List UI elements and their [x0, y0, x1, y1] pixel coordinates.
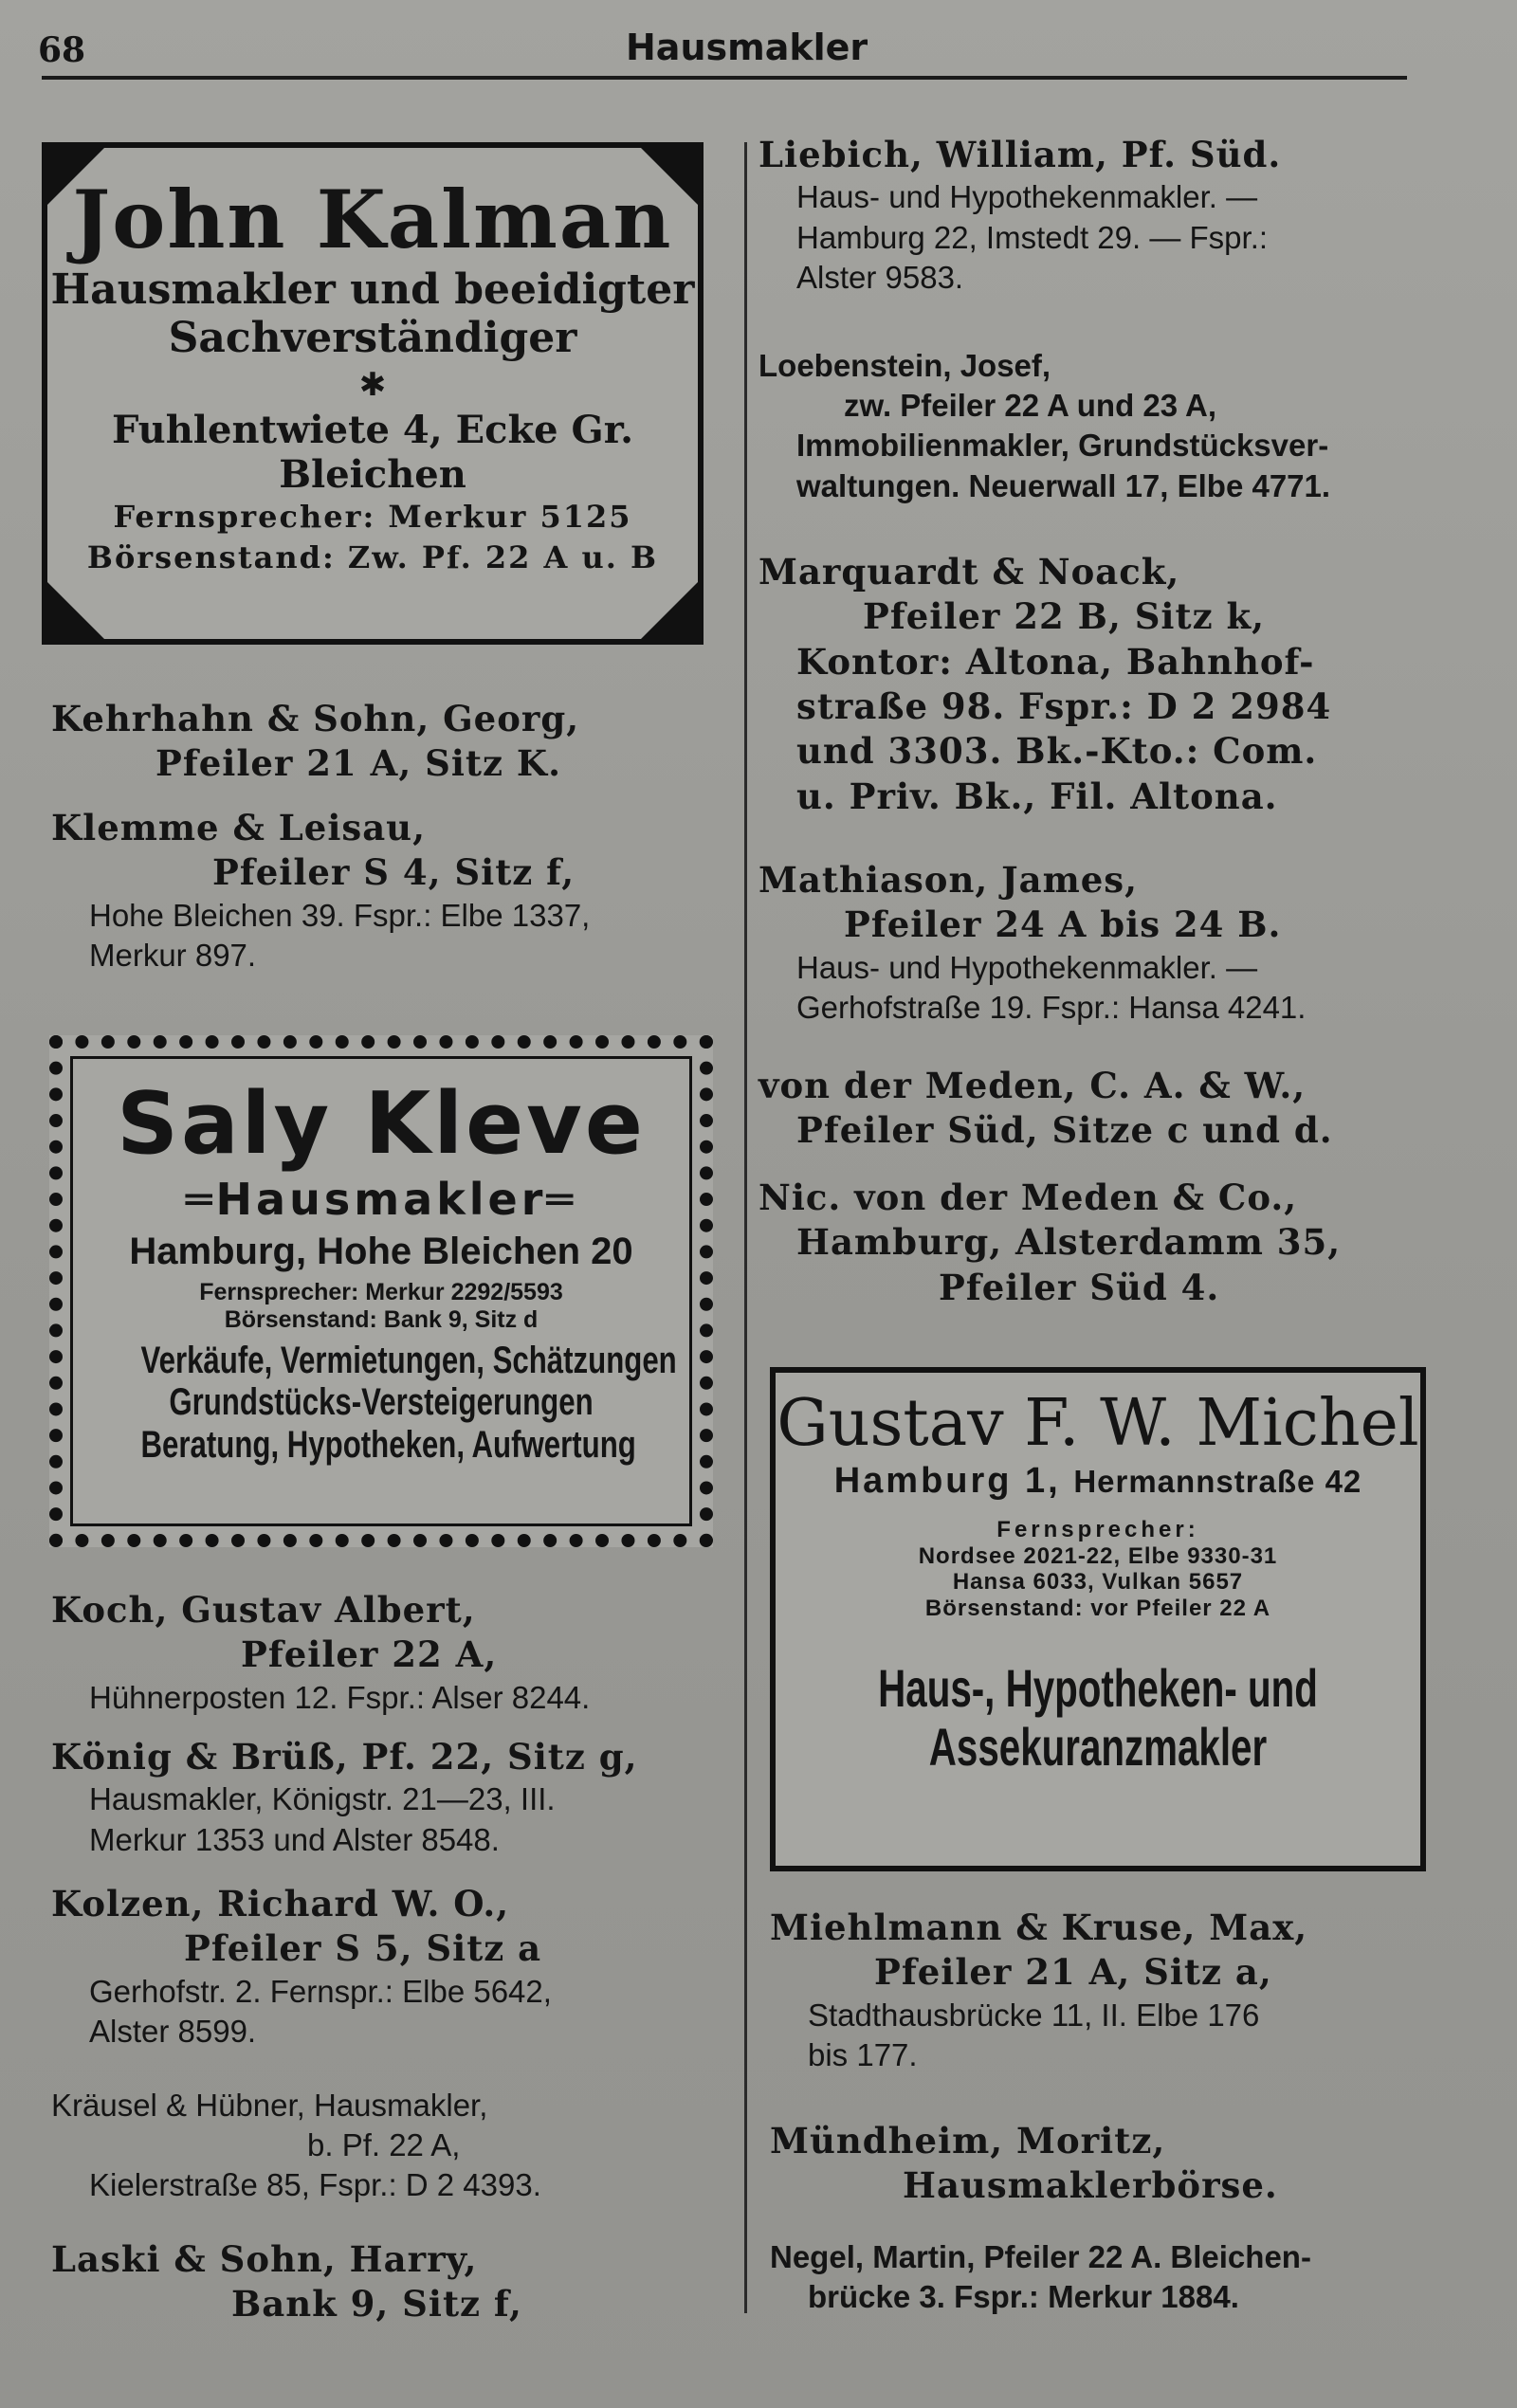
ad-address: Fuhlentwiete 4, Ecke Gr. Bleichen: [111, 408, 634, 498]
listing-entry: [770, 2237, 1311, 2317]
ad-gustav-michel: [770, 1367, 1426, 1871]
entry-location: b. Pf. 22 A,: [307, 2127, 461, 2163]
entry-name: Laski & Sohn, Harry,: [51, 2238, 478, 2280]
ad-subtitle: Hausmakler und beeidigter: [50, 265, 695, 314]
entry-detail: Hohe Bleichen 39. Fspr.: Elbe 1337,: [89, 897, 591, 933]
entry-name: Klemme & Leisau,: [51, 807, 426, 848]
corner-ornament: [47, 582, 104, 639]
ad-phone: Fernsprecher: Merkur 5125: [113, 499, 632, 536]
entry-detail: und 3303. Bk.-Kto.: Com.: [796, 730, 1318, 773]
ad-exchange: Börsenstand: Zw. Pf. 22 A u. B: [86, 539, 659, 576]
ad-services: Haus-, Hypotheken- und: [878, 1658, 1318, 1719]
entry-name: Kehrhahn & Sohn, Georg,: [51, 698, 580, 739]
entry-detail: u. Priv. Bk., Fil. Altona.: [796, 775, 1278, 817]
ad-city: Hamburg 1,: [833, 1461, 1061, 1501]
listing-entry: [758, 346, 1330, 506]
listing-entry: [758, 1176, 1341, 1310]
entry-name: Loebenstein, Josef,: [758, 348, 1051, 383]
entry-detail: Gerhofstraße 19. Fspr.: Hansa 4241.: [796, 989, 1307, 1025]
ad-exchange: Börsenstand: vor Pfeiler 22 A: [924, 1595, 1271, 1621]
entry-name: Marquardt & Noack,: [758, 551, 1180, 593]
entry-name: Mathiason, James,: [758, 859, 1139, 901]
entry-detail: bis 177.: [808, 2036, 918, 2072]
entry-detail: Kontor: Altona, Bahnhof-: [796, 640, 1315, 683]
ad-services: Verkäufe, Vermietungen, Schätzungen: [140, 1339, 677, 1381]
ad-inner-frame: [70, 1056, 692, 1526]
ad-address: Hamburg, Hohe Bleichen 20: [129, 1231, 633, 1272]
ad-john-kalman: [42, 142, 704, 645]
listing-entry: [51, 2086, 541, 2206]
listing-entry: [51, 1882, 552, 2052]
entry-name: von der Meden, C. A. & W.,: [758, 1065, 1307, 1106]
column-divider: [744, 142, 747, 2313]
corner-ornament: [47, 148, 104, 205]
corner-ornament: [641, 148, 698, 205]
ad-exchange: Börsenstand: Bank 9, Sitz d: [224, 1305, 539, 1333]
entry-location: Pfeiler 24 A bis 24 B.: [844, 903, 1282, 946]
entry-location: Pfeiler 22 A,: [241, 1633, 498, 1676]
entry-detail: Kielerstraße 85, Fspr.: D 2 4393.: [89, 2167, 541, 2203]
ad-street: Hermannstraße 42: [1073, 1464, 1362, 1499]
entry-detail: Hausmaklerbörse.: [903, 2164, 1278, 2207]
entry-detail: brücke 3. Fspr.: Merkur 1884.: [808, 2279, 1239, 2315]
star-ornament-icon: ✱: [358, 366, 387, 405]
entry-name: Mündheim, Moritz,: [770, 2120, 1166, 2162]
listing-entry: [51, 1588, 590, 1718]
entry-detail: waltungen. Neuerwall 17, Elbe 4771.: [796, 467, 1331, 503]
corner-ornament: [641, 582, 698, 639]
entry-location: Pfeiler 22 B, Sitz k,: [863, 595, 1265, 638]
listing-entry: [770, 2119, 1278, 2209]
entry-detail: Pfeiler Süd 4.: [939, 1266, 1220, 1308]
entry-name: Miehlmann & Kruse, Max,: [770, 1906, 1308, 1948]
listing-entry: [51, 2237, 522, 2327]
entry-detail: Alster 8599.: [89, 2013, 257, 2049]
entry-name: Negel, Martin, Pfeiler 22 A. Bleichen-: [770, 2239, 1311, 2274]
ad-services: Beratung, Hypotheken, Aufwertung: [140, 1424, 636, 1467]
entry-name: Kolzen, Richard W. O.,: [51, 1883, 510, 1925]
ad-subtitle: Sachverständiger: [168, 313, 577, 362]
entry-name: Liebich, William, Pf. Süd.: [758, 134, 1282, 175]
ad-name: John Kalman: [72, 173, 673, 266]
page-header: [38, 27, 1413, 70]
entry-name: Nic. von der Meden & Co.,: [758, 1177, 1298, 1218]
ad-name: Saly Kleve: [117, 1074, 646, 1174]
listing-entry: [758, 133, 1281, 298]
listing-entry: [758, 550, 1331, 819]
entry-detail: Haus- und Hypothekenmakler. —: [796, 949, 1258, 985]
listing-entry: [51, 697, 579, 787]
entry-detail: straße 98. Fspr.: D 2 2984: [796, 685, 1332, 728]
entry-detail: Immobilienmakler, Grundstücksver-: [796, 428, 1329, 464]
entry-name: König & Brüß, Pf. 22, Sitz g,: [51, 1736, 638, 1778]
listing-entry: [758, 858, 1306, 1028]
entry-detail: Stadthausbrücke 11, II. Elbe 176: [808, 1997, 1260, 2033]
listing-entry: [770, 1906, 1307, 2075]
entry-location: Pfeiler 21 A, Sitz a,: [874, 1951, 1272, 1994]
ad-phone: Fernsprecher: Merkur 2292/5593: [199, 1279, 563, 1305]
entry-detail: Haus- und Hypothekenmakler. —: [796, 179, 1258, 215]
ad-phone: Hansa 6033, Vulkan 5657: [952, 1569, 1244, 1596]
page-number: 68: [38, 30, 86, 70]
entry-location: Pfeiler S 4, Sitz f,: [212, 851, 576, 894]
ad-phone: Nordsee 2021-22, Elbe 9330-31: [918, 1542, 1278, 1569]
header-rule: [42, 76, 1407, 80]
entry-name: Koch, Gustav Albert,: [51, 1589, 476, 1631]
entry-location: zw. Pfeiler 22 A und 23 A,: [844, 388, 1217, 424]
ad-name: Gustav F. W. Michel: [777, 1386, 1419, 1461]
ad-address: [776, 1461, 1420, 1502]
entry-location: Pfeiler S 5, Sitz a: [184, 1927, 542, 1970]
ad-services: Grundstücks-Versteigerungen: [169, 1381, 594, 1424]
entry-detail: Hausmakler, Königstr. 21—23, III.: [89, 1781, 556, 1817]
entry-name: Kräusel & Hübner, Hausmakler,: [51, 2088, 488, 2123]
ad-role: ═Hausmakler═: [185, 1174, 577, 1225]
entry-detail: Merkur 1353 und Alster 8548.: [89, 1821, 500, 1857]
entry-location: Hamburg, Alsterdamm 35,: [796, 1221, 1342, 1264]
entry-location: Pfeiler 21 A, Sitz K.: [155, 742, 561, 785]
entry-detail: Merkur 897.: [89, 937, 257, 973]
listing-entry: [51, 1735, 638, 1860]
ad-services: Assekuranzmakler: [928, 1716, 1268, 1777]
entry-detail: Hamburg 22, Imstedt 29. — Fspr.:: [796, 219, 1269, 255]
ad-saly-kleve: [49, 1035, 713, 1547]
entry-detail: Gerhofstr. 2. Fernspr.: Elbe 5642,: [89, 1973, 552, 2009]
running-head: Hausmakler: [626, 27, 868, 68]
listing-entry: [51, 806, 590, 976]
listing-entry: [758, 1064, 1333, 1154]
entry-location: Pfeiler Süd, Sitze c und d.: [796, 1109, 1333, 1152]
entry-location: Bank 9, Sitz f,: [231, 2283, 522, 2326]
entry-detail: Alster 9583.: [796, 259, 964, 295]
entry-detail: Hühnerposten 12. Fspr.: Alser 8244.: [89, 1679, 591, 1715]
ad-phone-label: Fernsprecher:: [996, 1517, 1199, 1542]
